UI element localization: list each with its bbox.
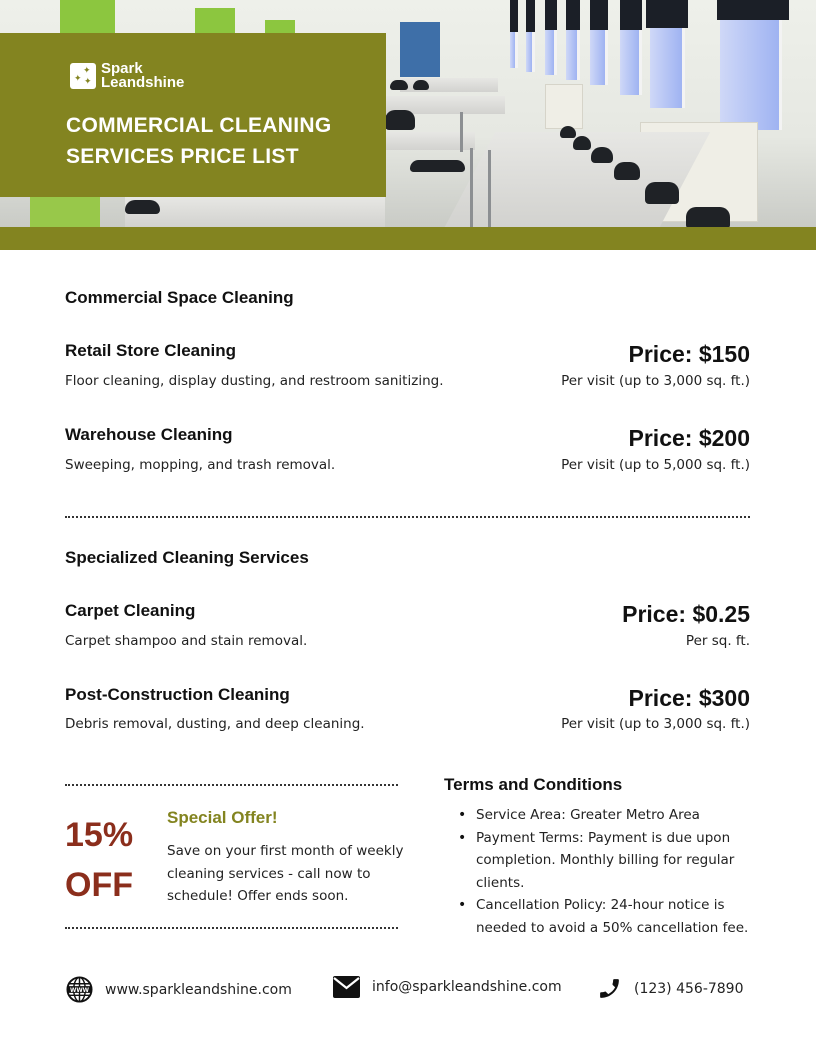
service-description: Carpet shampoo and stain removal. xyxy=(65,633,308,649)
envelope-icon xyxy=(333,976,360,998)
service-price: Price: $200 xyxy=(628,425,750,451)
price-note: Per sq. ft. xyxy=(685,633,750,649)
discount-badge: 15% OFF xyxy=(65,816,134,904)
service-name: Post-Construction Cleaning xyxy=(65,685,290,704)
service-name: Carpet Cleaning xyxy=(65,601,196,620)
service-description: Floor cleaning, display dusting, and restroom sanitizing. xyxy=(65,373,444,389)
accent-band xyxy=(0,227,816,250)
page-title: COMMERCIAL CLEANING SERVICES PRICE LIST xyxy=(66,114,332,168)
service-description: Sweeping, mopping, and trash removal. xyxy=(65,457,336,473)
terms-item: • Payment Terms: Payment is due upon completion. Monthly billing for regular clients. xyxy=(476,827,766,895)
terms-item: • Cancellation Policy: 24-hour notice is needed to avoid a 50% cancellation fee. xyxy=(476,894,766,939)
service-name: Retail Store Cleaning xyxy=(65,341,236,360)
sparkle-logo-icon: ✦ ✦ ✦ xyxy=(70,63,96,89)
website-link[interactable]: www.sparkleandshine.com xyxy=(105,981,292,998)
terms-item: • Service Area: Greater Metro Area xyxy=(476,804,766,827)
terms-title: Terms and Conditions xyxy=(444,775,623,794)
contact-website[interactable] xyxy=(66,976,292,1003)
section-title: Commercial Space Cleaning xyxy=(65,288,294,307)
dotted-divider xyxy=(65,784,398,786)
phone-icon xyxy=(597,976,622,1001)
logo-line-1: Spark xyxy=(101,60,143,77)
offer-text: Save on your first month of weekly cleaning services - call now to schedule! Offer ends soon. xyxy=(167,843,404,904)
service-price: Price: $150 xyxy=(628,341,750,367)
service-price: Price: $0.25 xyxy=(622,601,750,627)
brand-logo xyxy=(70,62,184,90)
contact-email[interactable] xyxy=(333,976,562,998)
email-link[interactable]: info@sparkleandshine.com xyxy=(372,979,562,995)
price-note: Per visit (up to 3,000 sq. ft.) xyxy=(561,716,750,732)
logo-line-2: Leandshine xyxy=(101,74,185,91)
phone-number[interactable]: (123) 456-7890 xyxy=(634,980,744,997)
terms-list xyxy=(476,804,766,939)
section-title: Specialized Cleaning Services xyxy=(65,548,309,567)
service-price: Price: $300 xyxy=(628,685,750,711)
contact-phone[interactable] xyxy=(597,976,744,1001)
globe-www-icon xyxy=(66,976,93,1003)
dotted-divider xyxy=(65,516,750,518)
service-description: Debris removal, dusting, and deep cleaning. xyxy=(65,716,365,732)
offer-title: Special Offer! xyxy=(167,808,278,827)
price-note: Per visit (up to 3,000 sq. ft.) xyxy=(561,373,750,389)
price-note: Per visit (up to 5,000 sq. ft.) xyxy=(561,457,750,473)
dotted-divider xyxy=(65,927,398,929)
service-name: Warehouse Cleaning xyxy=(65,425,233,444)
svg-text:WWW: WWW xyxy=(69,987,90,994)
